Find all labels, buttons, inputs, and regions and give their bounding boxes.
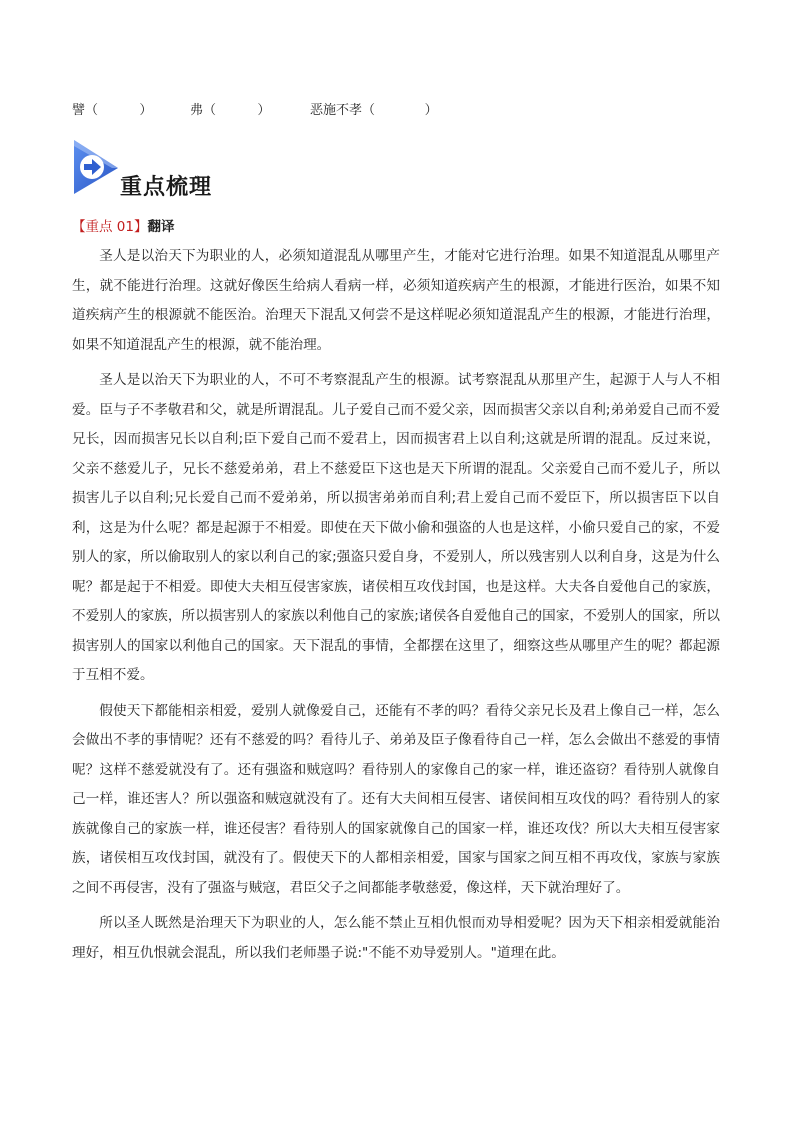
translation-body (72, 242, 720, 968)
key-point-label (72, 217, 174, 237)
key-point-name: 翻译 (147, 219, 175, 235)
vocab-blank: （ ） (362, 103, 438, 118)
paragraph-2: 圣人是以治天下为职业的人，不可不考察混乱产生的根源。试考察混乱从那里产生，起源于人与人不相爱。臣与子不孝敬君和父，就是所谓混乱。儿子爱自己而不爱父亲，因而损害父亲以自利;弟弟爱自己而不爱兄长，因而损害兄长以自利;臣下爱自己而不爱君上，因而损害君上以自利;这就是所谓的混乱。反过来说，父亲不慈爱儿子，兄长不慈爱弟弟，君上不慈爱臣下这也是天下所谓的混乱。父亲爱自己而不爱儿子，所以损害儿子以自利;兄长爱自己而不爱弟弟，所以损害弟弟而自利;君上爱自己而不爱臣下，所以损害臣下以自利，这是为什么呢？都是起源于不相爱。即使在天下做小偷和强盗的人也是这样，小偷只爱自己的家，不爱别人的家，所以偷取别人的家以利自己的家;强盗只爱自身，不爱别人，所以残害别人以利自身，这是为什么呢？都是起于不相爱。即使大夫相互侵害家族，诸侯相互攻伐封国，也是这样。大夫各自爱他自己的家族，不爱别人的家族，所以损害别人的家族以利他自己的家族;诸侯各自爱他自己的国家，不爱别人的国家，所以损害别人的国家以利他自己的国家。天下混乱的事情，全都摆在这里了，细察这些从哪里产生的呢？都起源于互相不爱。 (72, 372, 720, 683)
vocab-blank: （ ） (85, 103, 153, 118)
open-bracket: 【 (72, 219, 86, 235)
arrow-right-icon (72, 138, 122, 196)
close-bracket: 】 (133, 219, 148, 235)
vocab-item-2 (190, 101, 270, 121)
key-point-tag: 重点 01 (85, 219, 134, 235)
vocab-word: 譬 (72, 103, 86, 118)
vocab-word: 弗 (190, 103, 204, 118)
section-heading (72, 138, 372, 202)
paragraph-3: 假使天下都能相亲相爱，爱别人就像爱自己，还能有不孝的吗？看待父亲兄长及君上像自己一样，怎么会做出不孝的事情呢？还有不慈爱的吗？看待儿子、弟弟及臣子像看待自己一样，怎么会做出不慈爱的事情呢？这样不慈爱就没有了。还有强盗和贼寇吗？看待别人的家像自己的家一样，谁还盗窃？看待别人就像自己一样，谁还害人？所以强盗和贼寇就没有了。还有大夫间相互侵害、诸侯间相互攻伐的吗？看待别人的家族就像自己的家族一样，谁还侵害？看待别人的国家就像自己的国家一样，谁还攻伐？所以大夫相互侵害家族，诸侯相互攻伐封国，就没有了。假使天下的人都相亲相爱，国家与国家之间互相不再攻伐，家族与家族之间不再侵害，没有了强盗与贼寇，君臣父子之间都能孝敬慈爱，像这样，天下就治理好了。 (72, 702, 720, 896)
vocab-blank: （ ） (203, 103, 271, 118)
section-title: 重点梳理 (120, 175, 213, 200)
vocab-item-3 (310, 101, 438, 121)
vocab-word: 恶施不孝 (310, 103, 363, 118)
paragraph-1: 圣人是以治天下为职业的人，必须知道混乱从哪里产生，才能对它进行治理。如果不知道混乱从哪里产生，就不能进行治理。这就好像医生给病人看病一样，必须知道疾病产生的根源，才能进行医治，如果不知道疾病产生的根源就不能医治。治理天下混乱又何尝不是这样呢必须知道混乱产生的根源，才能进行治理，如果不知道混乱产生的根源，就不能治理。 (72, 248, 720, 353)
vocab-item-1 (72, 101, 152, 121)
paragraph-4: 所以圣人既然是治理天下为职业的人，怎么能不禁止互相仇恨而劝导相爱呢？因为天下相亲相爱就能治理好，相互仇恨就会混乱，所以我们老师墨子说:"不能不劝导爱别人。"道理在此。 (72, 915, 720, 961)
